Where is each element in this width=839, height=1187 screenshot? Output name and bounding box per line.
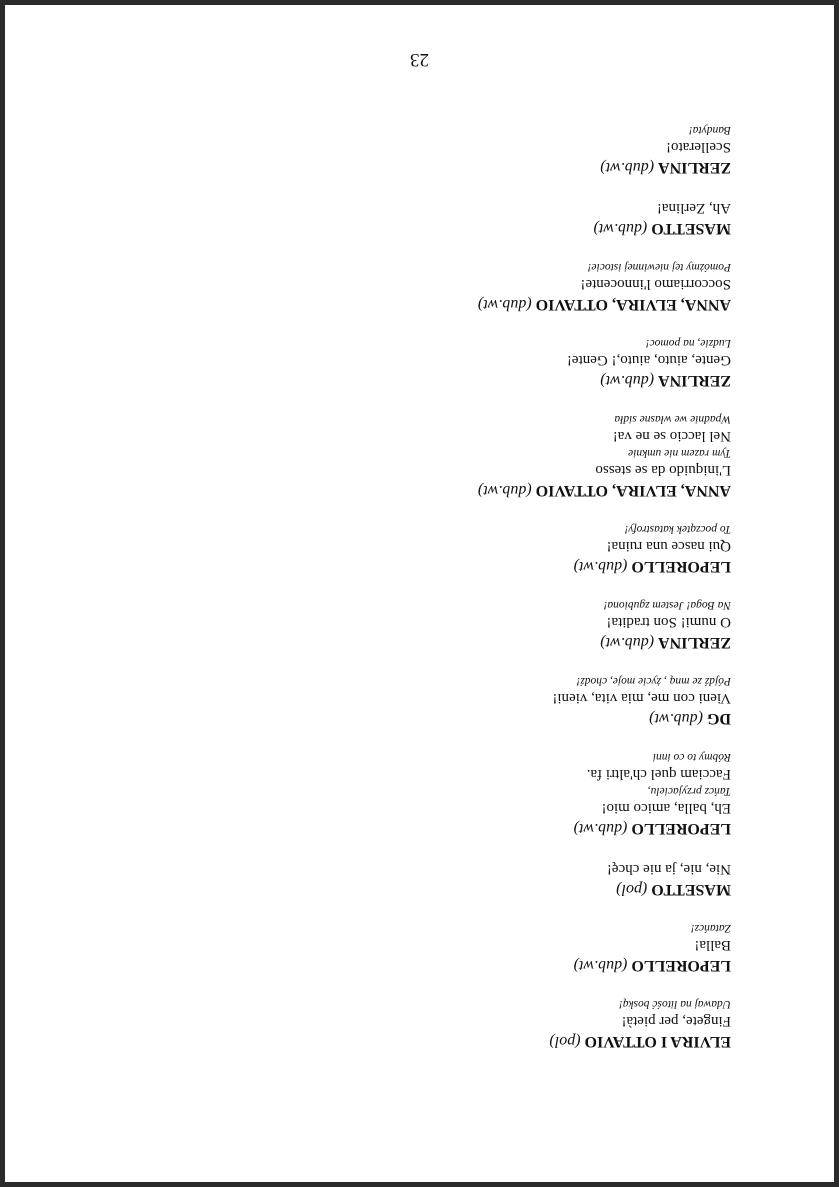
polish-translation: Tym razem nie umknie [628,447,731,459]
polish-translation: To początek katastrofy! [624,523,731,535]
dialogue-block [171,597,731,653]
polish-translation: Bandyta! [688,124,731,136]
voice-note: (dub.wt) [649,710,703,727]
speaker-name: LEPORELLO [631,957,731,974]
italian-line: Eh, balla, amico mio! [601,800,731,816]
voice-note: (dub.wt) [477,296,532,313]
speaker-heading [171,954,731,976]
italian-line: O numi! Son tradita! [606,614,731,630]
speaker-name: DG [707,710,731,727]
voice-note: (pol) [616,881,648,898]
voice-note: (dub.wt) [573,820,628,837]
polish-translation: Na Boga! Jestem zgubiona! [603,599,731,611]
speaker-name: MASETTO [651,881,731,898]
dialogue-block [171,749,731,839]
italian-line: Vieni con me, mia vita, vieni! [552,690,731,706]
page-number: 23 [410,49,429,70]
polish-translation: Ludzie, na pomoc! [645,337,731,349]
dialogue-block [171,335,731,391]
italian-line: Nie, nie, ja nie chcę! [606,861,731,877]
voice-note: (dub.wt) [600,372,655,389]
speaker-name: MASETTO [651,220,731,237]
italian-line: Qui nasce una ruina! [606,538,731,554]
speaker-heading [171,217,731,239]
dialogue-block [171,122,731,178]
speaker-heading [171,369,731,391]
speaker-name: ANNA, ELVIRA, OTTAVIO [535,482,731,499]
dialogue-block [171,920,731,976]
voice-note: (pol) [549,1033,581,1050]
libretto-text [171,102,731,1052]
italian-line: Gente, aiuto, aiuto,! Gente! [566,352,731,368]
dialogue-block [171,259,731,315]
italian-line: Ah, Zerlina! [656,200,731,216]
voice-note: (dub.wt) [573,558,628,575]
polish-translation: Tańcz przyjacielu, [647,785,731,797]
voice-note: (dub.wt) [477,482,532,499]
speaker-name: ANNA, ELVIRA, OTTAVIO [535,296,731,313]
polish-translation: Wpadnie we własne sidła [614,413,731,425]
polish-translation: Pójdź ze mną , życie moje, chodź! [576,675,731,687]
speaker-heading [171,878,731,900]
speaker-heading [171,293,731,315]
voice-note: (dub.wt) [600,159,655,176]
italian-line: Fingete, per pietà! [621,1013,731,1029]
voice-note: (dub.wt) [573,957,628,974]
italian-line: Balla! [694,937,731,953]
dialogue-block [171,859,731,900]
speaker-name: LEPORELLO [631,558,731,575]
speaker-heading [171,156,731,178]
italian-line: Facciam quel ch'altri fa. [586,766,731,782]
italian-line: L'iniquido da se stesso [595,462,731,478]
speaker-name: ELVIRA I OTTAVIO [584,1033,731,1050]
italian-line: Scellerato! [666,139,731,155]
dialogue-block [171,521,731,577]
speaker-heading [171,1030,731,1052]
polish-translation: Róbmy to co inni [652,751,731,763]
dialogue-block [171,411,731,501]
speaker-name: LEPORELLO [631,820,731,837]
speaker-name: ZERLINA [658,372,731,389]
dialogue-block [171,996,731,1052]
dialogue-block [171,673,731,729]
voice-note: (dub.wt) [600,634,655,651]
speaker-name: ZERLINA [658,159,731,176]
italian-line: Nel laccio se ne va! [612,428,731,444]
polish-translation: Pomóżmy tej niewinnej istocie! [587,261,731,273]
speaker-heading [171,555,731,577]
polish-translation: Udawaj na litość boską! [618,998,731,1010]
speaker-name: ZERLINA [658,634,731,651]
speaker-heading [171,631,731,653]
speaker-heading [171,479,731,501]
italian-line: Soccorriamo l'innocente! [580,276,731,292]
speaker-heading [171,817,731,839]
voice-note: (dub.wt) [593,220,648,237]
dialogue-block [171,198,731,239]
speaker-heading [171,707,731,729]
polish-translation: Zatańcz! [690,922,731,934]
